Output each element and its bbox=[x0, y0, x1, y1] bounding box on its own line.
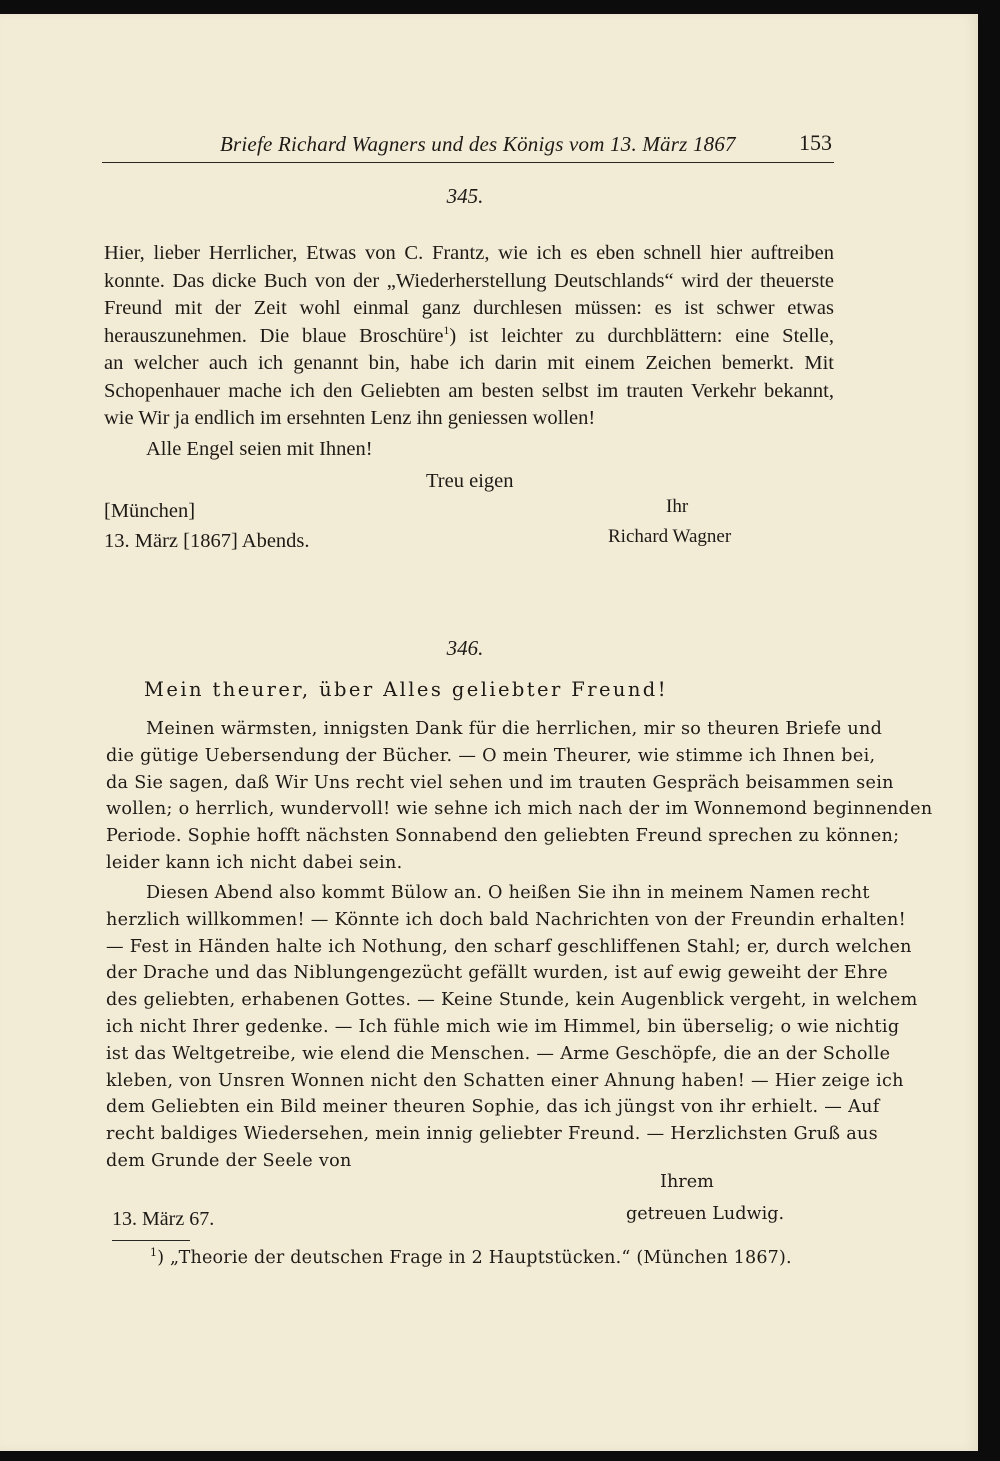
text-line-with-footnote bbox=[104, 323, 834, 351]
footnote-rule bbox=[112, 1240, 190, 1241]
text-line: wie Wir ja endlich im ersehnten Lenz ihn geniessen wollen! bbox=[104, 407, 596, 429]
text-line: Periode. Sophie hofft nächsten Sonnabend den geliebten Freund sprechen zu können; bbox=[106, 826, 900, 847]
letter-346-sign-ihrem: Ihrem bbox=[660, 1172, 714, 1192]
book-page bbox=[0, 14, 978, 1451]
text-line: herzlich willkommen! — Könnte ich doch bald Nachrichten von der Freundin erhalten! bbox=[106, 909, 906, 930]
letter-346-salutation: Mein theurer, über Alles geliebter Freund! bbox=[144, 678, 668, 701]
letter-345-closing: Alle Engel seien mit Ihnen! bbox=[146, 438, 373, 460]
letter-346-paragraph-2 bbox=[106, 880, 918, 1175]
letter-346-number: 346. bbox=[446, 636, 484, 660]
footnote-marker: 1 bbox=[443, 322, 450, 337]
letter-346-date: 13. März 67. bbox=[112, 1208, 215, 1230]
text-line: dem Geliebten ein Bild meiner theuren Sophie, das ich jüngst von ihr erhielt. — Auf bbox=[106, 1097, 880, 1118]
letter-345-body bbox=[104, 240, 834, 433]
text-line: da Sie sagen, daß Wir Uns recht viel sehen und im trauten Gespräch beisammen sein bbox=[106, 772, 894, 793]
text-line: ist das Weltgetreibe, wie elend die Menschen. — Arme Geschöpfe, die an der Scholle bbox=[106, 1043, 891, 1064]
footnote bbox=[150, 1248, 792, 1268]
letter-345-number: 345. bbox=[446, 184, 484, 208]
letter-345-signature: Richard Wagner bbox=[608, 526, 732, 547]
running-title: Briefe Richard Wagners und des Königs vom 13. März 1867 bbox=[220, 132, 736, 156]
text-line: des geliebten, erhabenen Gottes. — Keine Stunde, kein Augenblick vergeht, in welchem bbox=[106, 990, 918, 1011]
letter-346-paragraph-1 bbox=[106, 716, 933, 877]
text-fragment: ) ist leichter zu durchblättern: eine Stelle, bbox=[449, 324, 834, 347]
text-line: Freund mit der Zeit wohl einmal ganz durchlesen müssen: es ist schwer etwas bbox=[104, 297, 834, 319]
text-line: der Drache und das Niblungengezücht gefällt wurden, ist auf ewig geweiht der Ehre bbox=[106, 963, 888, 984]
text-line: leider kann ich nicht dabei sein. bbox=[106, 852, 403, 873]
text-line: Hier, lieber Herrlicher, Etwas von C. Frantz, wie ich es eben schnell hier auftreiben bbox=[104, 242, 834, 264]
text-line: an welcher auch ich genannt bin, habe ich darin mit einem Zeichen bemerkt. Mit bbox=[104, 352, 834, 374]
text-line: die gütige Uebersendung der Bücher. — O mein Theurer, wie stimme ich Ihnen bei, bbox=[106, 745, 876, 766]
footnote-text: ) „Theorie der deutschen Frage in 2 Hauptstücken.“ (München 1867). bbox=[157, 1248, 792, 1268]
letter-345-place: [München] bbox=[104, 500, 196, 522]
text-line: wollen; o herrlich, wundervoll! wie sehne ich mich nach der im Wonnemond beginnenden bbox=[106, 799, 933, 820]
text-line: Meinen wärmsten, innigsten Dank für die herrlichen, mir so theuren Briefe und bbox=[146, 719, 883, 739]
text-line: Schopenhauer mache ich den Geliebten am besten selbst im trauten Verkehr bekannt, bbox=[104, 379, 834, 402]
text-line: dem Grunde der Seele von bbox=[106, 1150, 352, 1171]
letter-345-sign-ihr: Ihr bbox=[666, 496, 689, 517]
running-header bbox=[102, 118, 834, 163]
letter-345-sign-treu: Treu eigen bbox=[426, 470, 514, 492]
letter-345-date: 13. März [1867] Abends. bbox=[104, 530, 310, 552]
text-line: Diesen Abend also kommt Bülow an. O heißen Sie ihn in meinem Namen recht bbox=[146, 883, 870, 903]
text-line: konnte. Das dicke Buch von der „Wiederherstellung Deutschlands“ wird der theuerste bbox=[104, 269, 834, 292]
footnote-marker: 1 bbox=[150, 1246, 158, 1260]
text-fragment: herauszunehmen. Die blaue Broschüre bbox=[104, 324, 444, 347]
letter-346-signature: getreuen Ludwig. bbox=[626, 1204, 785, 1224]
text-line: recht baldiges Wiedersehen, mein innig geliebter Freund. — Herzlichsten Gruß aus bbox=[106, 1124, 878, 1145]
text-line: ich nicht Ihrer gedenke. — Ich fühle mich wie im Himmel, bin überselig; o wie nichtig bbox=[106, 1016, 900, 1037]
text-line: kleben, von Unsren Wonnen nicht den Schatten einer Ahnung haben! — Hier zeige ich bbox=[106, 1070, 904, 1091]
text-line: — Fest in Händen halte ich Nothung, den scharf geschliffenen Stahl; er, durch welchen bbox=[106, 936, 912, 957]
page-number: 153 bbox=[799, 130, 832, 155]
